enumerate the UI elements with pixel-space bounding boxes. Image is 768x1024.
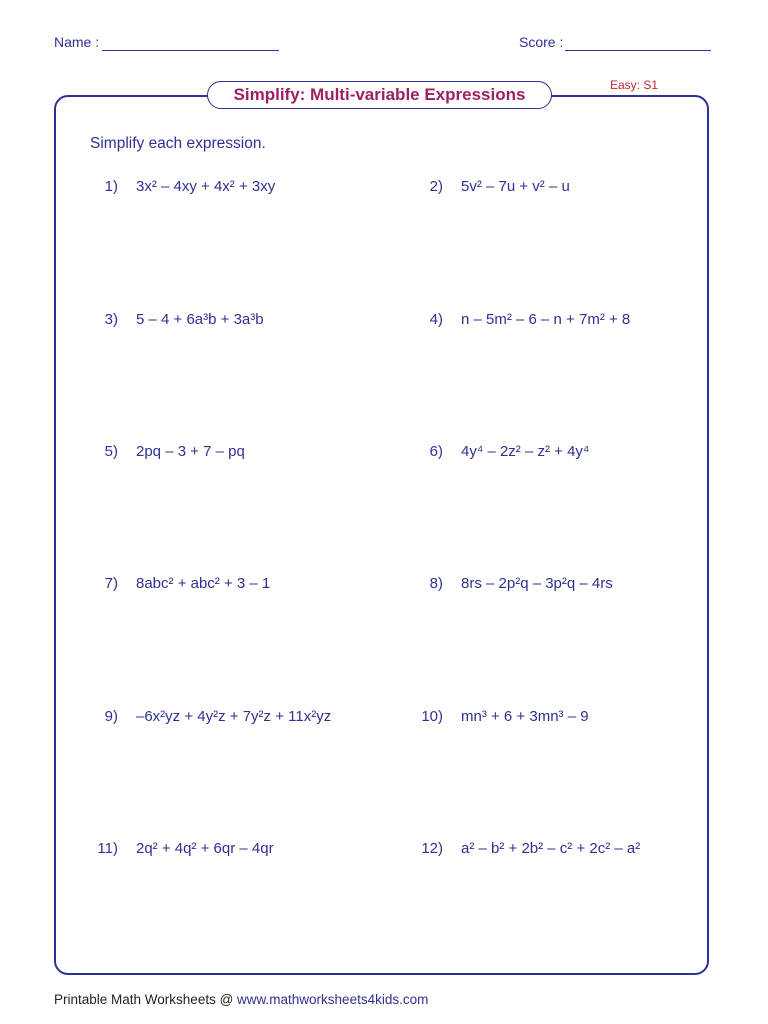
- problem-expression: 4y⁴ – 2z² – z² + 4y⁴: [461, 443, 590, 460]
- problem-1: [94, 178, 394, 202]
- problem-expression: 5 – 4 + 6a³b + 3a³b: [136, 311, 264, 328]
- problem-number: 12): [421, 840, 443, 857]
- problem-5: [94, 443, 394, 467]
- problem-number: 10): [421, 708, 443, 725]
- problem-12: [419, 840, 719, 864]
- worksheet-title: [207, 81, 552, 109]
- problem-number: 8): [429, 575, 443, 592]
- problem-number: 1): [104, 178, 118, 195]
- difficulty-level: Easy: S1: [610, 78, 659, 92]
- problem-expression: 5v² – 7u + v² – u: [461, 178, 570, 195]
- score-label: Score :: [519, 34, 564, 50]
- name-label: Name :: [54, 34, 100, 50]
- problem-11: [94, 840, 394, 864]
- problem-expression: 2pq – 3 + 7 – pq: [136, 443, 245, 460]
- problem-4: [419, 311, 719, 335]
- instruction-text: Simplify each expression.: [90, 135, 266, 152]
- problem-10: [419, 708, 719, 732]
- score-blank-line[interactable]: [565, 50, 711, 51]
- problem-expression: mn³ + 6 + 3mn³ – 9: [461, 708, 589, 725]
- problem-expression: –6x²yz + 4y²z + 7y²z + 11x²yz: [136, 708, 332, 725]
- problem-number: 7): [104, 575, 118, 592]
- problem-number: 5): [104, 443, 118, 460]
- problem-6: [419, 443, 719, 467]
- problem-expression: n – 5m² – 6 – n + 7m² + 8: [461, 311, 631, 328]
- problem-number: 4): [429, 311, 443, 328]
- problem-8: [419, 575, 719, 599]
- problem-expression: a² – b² + 2b² – c² + 2c² – a²: [461, 840, 641, 857]
- footer-website-link[interactable]: www.mathworksheets4kids.com: [237, 992, 429, 1007]
- problem-expression: 2q² + 4q² + 6qr – 4qr: [136, 840, 274, 857]
- problem-7: [94, 575, 394, 599]
- problem-number: 2): [429, 178, 443, 195]
- worksheet-title-text: Simplify: Multi-variable Expressions: [233, 85, 526, 104]
- footer-prefix: Printable Math Worksheets @: [54, 992, 238, 1007]
- problem-9: [94, 708, 394, 732]
- footer: [54, 992, 428, 1007]
- problem-expression: 8rs – 2p²q – 3p²q – 4rs: [461, 575, 613, 592]
- problem-2: [419, 178, 719, 202]
- problem-number: 9): [104, 708, 118, 725]
- problem-expression: 8abc² + abc² + 3 – 1: [136, 575, 271, 592]
- problem-number: 6): [429, 443, 443, 460]
- name-blank-line[interactable]: [102, 50, 279, 51]
- problem-3: [94, 311, 394, 335]
- problem-number: 3): [104, 311, 118, 328]
- problem-expression: 3x² – 4xy + 4x² + 3xy: [136, 178, 276, 195]
- problem-number: 11): [97, 840, 118, 857]
